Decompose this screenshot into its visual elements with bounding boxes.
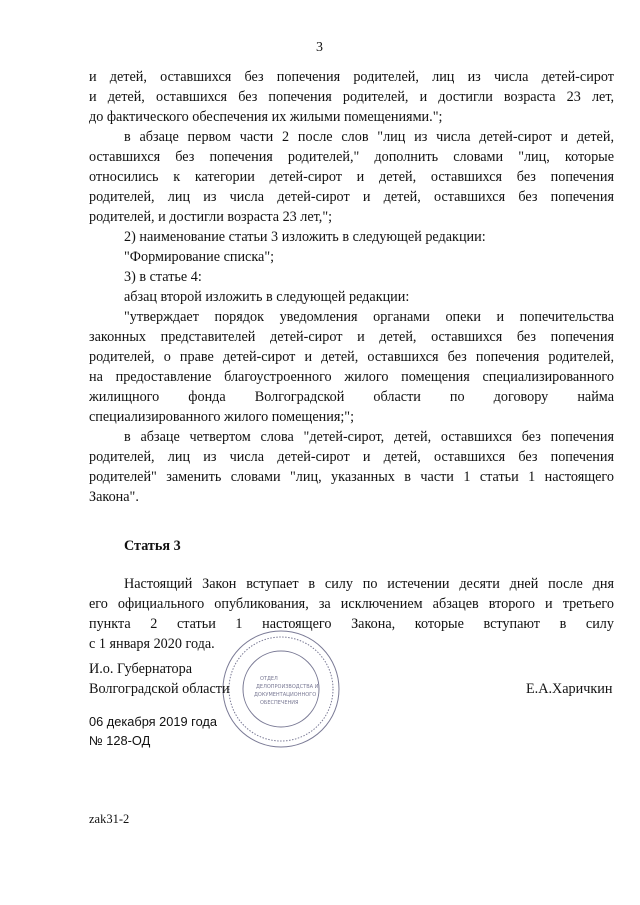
page-number: 3 (316, 40, 323, 55)
item-2-text: "Формирование списка"; (124, 249, 275, 265)
item-2: 2) наименование статьи 3 изложить в следующей редакции: (124, 229, 486, 245)
article-3-heading: Статья 3 (124, 538, 181, 554)
article-3-line-2: его официального опубликования, за исключением абзацев второго и третьего (89, 596, 614, 612)
body-paragraph-2-line-3: относились к категории детей-сирот и детей, оставшихся без попечения (89, 169, 614, 185)
body-paragraph-3-line-4: на предоставление благоустроенного жилого помещения специализированного (89, 369, 614, 385)
signature-title-line-1: И.о. Губернатора (89, 661, 192, 677)
official-stamp (220, 628, 342, 750)
footer-code: zak31-2 (89, 812, 130, 826)
signature-title-line-2: Волгоградской области (89, 681, 230, 697)
body-paragraph-3-line-3: родителей, о праве детей-сирот и детей, оставшихся без попечения родителей, (89, 349, 614, 365)
body-paragraph-1-line-1: и детей, оставшихся без попечения родителей, лиц из числа детей-сирот (89, 69, 614, 85)
article-3-line-3: пункта 2 статьи 1 настоящего Закона, которые вступают в силу (89, 616, 614, 632)
body-paragraph-2-line-1: в абзаце первом части 2 после слов "лиц из числа детей-сирот и детей, (124, 129, 614, 145)
signing-date: 06 декабря 2019 года (89, 714, 217, 729)
body-paragraph-1-line-2: и детей, оставшихся без попечения родителей, и достигли возраста 23 лет, (89, 89, 614, 105)
item-3-intro: абзац второй изложить в следующей редакции: (124, 289, 410, 305)
body-paragraph-1-line-3: до фактического обеспечения их жилыми помещениями."; (89, 109, 443, 125)
body-paragraph-3-line-5: жилищного фонда Волгоградской области по договору найма (89, 389, 614, 405)
body-paragraph-3-line-1: "утверждает порядок уведомления органами опеки и попечительства (124, 309, 614, 325)
document-number: № 128-ОД (89, 733, 151, 748)
svg-text:ОТДЕЛ: ОТДЕЛ (260, 676, 278, 682)
article-3-line-4: с 1 января 2020 года. (89, 636, 215, 652)
signatory-name: Е.А.Харичкин (526, 681, 613, 697)
body-paragraph-2-line-4: родителей, лиц из числа детей-сирот и детей, оставшихся без попечения (89, 189, 614, 205)
body-paragraph-2-line-2: оставшихся без попечения родителей," дополнить словами "лиц, которые (89, 149, 614, 165)
svg-text:ДОКУМЕНТАЦИОННОГО: ДОКУМЕНТАЦИОННОГО (254, 692, 317, 698)
body-paragraph-4-line-2: родителей, лиц из числа детей-сирот и детей, оставшихся без попечения (89, 449, 614, 465)
body-paragraph-3-line-2: законных представителей детей-сирот и детей, оставшихся без попечения (89, 329, 614, 345)
body-paragraph-4-line-1: в абзаце четвертом слова "детей-сирот, детей, оставшихся без попечения (124, 429, 614, 445)
body-paragraph-4-line-3: родителей" заменить словами "лиц, указанных в части 1 статьи 1 настоящего (89, 469, 614, 485)
svg-text:ОБЕСПЕЧЕНИЯ: ОБЕСПЕЧЕНИЯ (260, 700, 299, 706)
body-paragraph-4-line-4: Закона". (89, 489, 139, 505)
body-paragraph-2-line-5: родителей, и достигли возраста 23 лет,"; (89, 209, 333, 225)
item-3: 3) в статье 4: (124, 269, 202, 285)
svg-text:ДЕЛОПРОИЗВОДСТВА И: ДЕЛОПРОИЗВОДСТВА И (256, 684, 319, 690)
article-3-line-1: Настоящий Закон вступает в силу по истечении десяти дней после дня (124, 576, 614, 592)
body-paragraph-3-line-6: специализированного жилого помещения;"; (89, 409, 355, 425)
